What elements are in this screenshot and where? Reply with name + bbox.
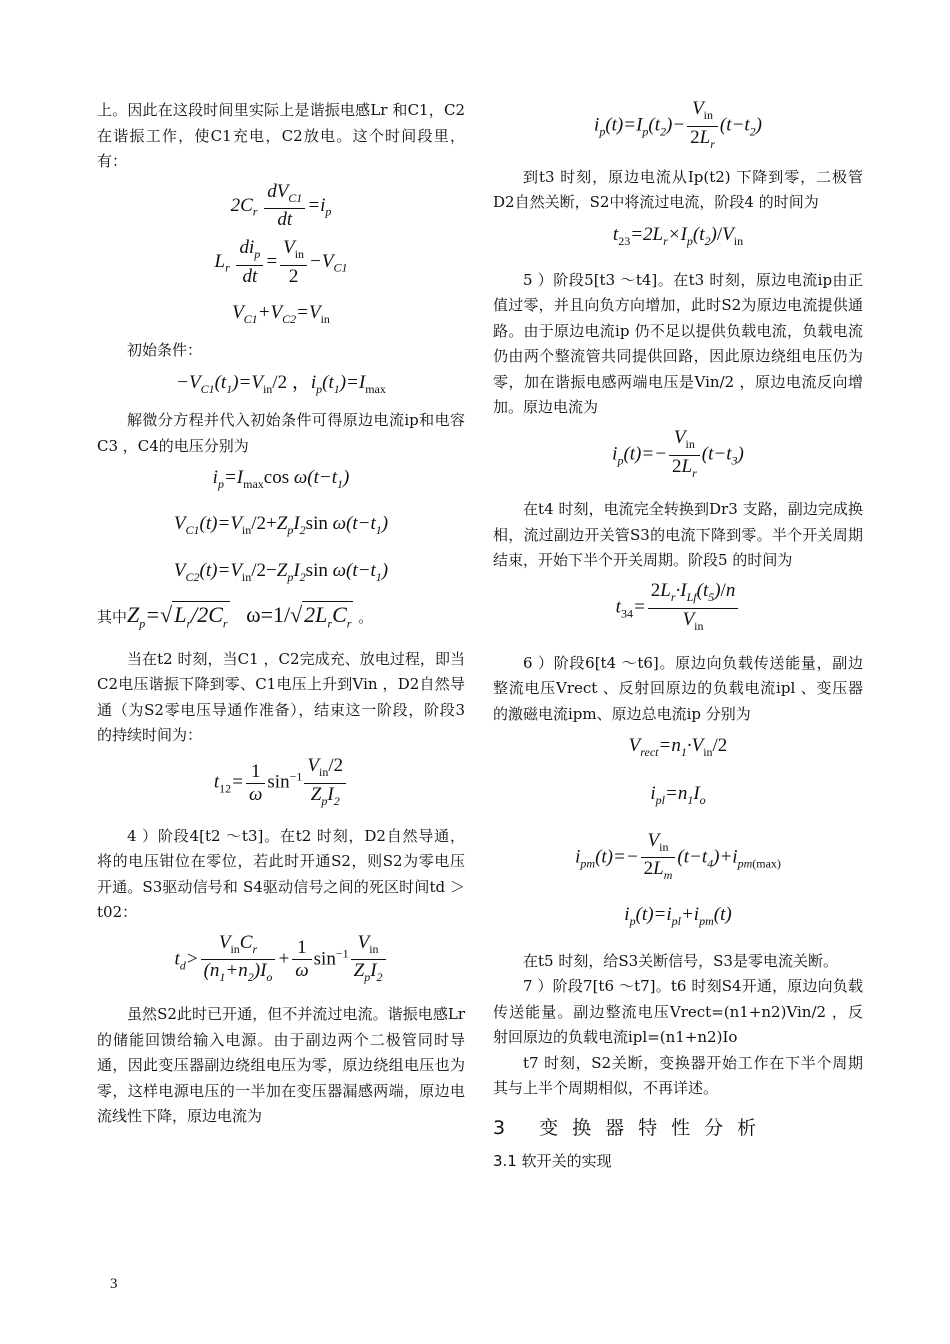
right-paragraph-5: 在t5 时刻，给S3关断信号，S3是零电流关断。	[523, 951, 838, 970]
section-heading: 3 变换器特性分析	[493, 1116, 771, 1139]
right-column	[493, 98, 863, 1181]
right-paragraph-3: 在t4 时刻，电流完全转换到Dr3 支路，副边完成换相，流过副边开关管S3的电流下降到零。半个开关周期结束，开始下半个开关周期。阶段5 的时间为	[493, 500, 863, 570]
zp-definition: 其中$Z_p=√L_r/2C_r$ $\omega=1/√2L_rC_r$ 。	[97, 602, 374, 631]
equation-t23: $t_{23}=2L_r\times I_p(t_2)/V_{in}$	[612, 223, 744, 248]
equation-ip-total: $i_p(t)=i_{pl}+i_{pm}(t)$	[624, 904, 732, 929]
page-number: 3	[110, 1276, 118, 1292]
equation-ip-reverse: $i_p(t)=-$ $\frac{V_{in}}{2L_r}$ $(t-t_3)$	[612, 426, 744, 480]
left-column	[97, 98, 465, 1130]
equation-inductor-voltage: $L_r$ $\frac{di_p}{dt}$ = $\frac{V_{in}}{2}$ $-V_{C1}$	[214, 237, 348, 288]
equation-ip: $i_p=I_{max}\cos$ $\omega(t-t_1)$	[212, 467, 350, 491]
right-paragraph-6: 7 ）阶段7[t6 ～t7]。t6 时刻S4开通，原边向负载传送能量。副边整流电压Vrect=(n1+n2)Vin/2 ，反射回原边的负载电流ipl=(n1+n2)Io	[493, 977, 863, 1047]
right-paragraph-1: 到t3 时刻，原边电流从Ip(t2) 下降到零，二极管D2自然关断，S2中将流过电流，阶段4 的时间为	[493, 167, 863, 212]
equation-voltage-sum: $V_{C1}+V_{C2}=V_{in}$	[232, 302, 330, 326]
left-paragraph-4: 4 ）阶段4[t2 ～t3]。在t2 时刻，D2自然导通，将的电压钳位在零位，若此时开通S2，则S2为零电压开通。S3驱动信号和 S4驱动信号之间的死区时间td ＞t02：	[97, 826, 465, 922]
equation-initial-conditions: $-V_{C1}(t_1)=V_{in}/2$ ，$i_p(t_1)=I_{max}$	[176, 371, 386, 396]
left-paragraph-1: 上。因此在这段时间里实际上是谐振电感Lr 和C1，C2在谐振工作，使C1充电，C2放电。这个时间段里，有：	[97, 101, 465, 170]
equation-t12: $t_{12}=$ $\frac{1}{\omega}$ $\sin^{-1}$ $\frac{V_{in}/2}{Z_pI_2}$	[97, 755, 465, 812]
equation-vrect: $V_{rect}=n_1\cdot V_{in}/2$	[628, 735, 728, 759]
right-paragraph-2: 5 ）阶段5[t3 ～t4]。在t3 时刻，原边电流ip由正值过零，并且向负方向增加，此时S2为原边电流提供通路。由于原边电流ip 仍不足以提供负载电流，负载电流仍由两个整流管共同提供回路，因此原边绕组电压仍为零，加在谐振电感两端电压是Vin/2 ，原边电流反向增加。原边电流为	[493, 270, 863, 417]
equation-capacitor-current: $2C_r$ $\frac{dV_{C1}}{dt}$ $=i_p$	[230, 180, 332, 231]
initial-conditions-label: 初始条件：	[127, 341, 203, 360]
equation-vc2: $V_{C2}(t)=V_{in}/2-Z_pI_2\sin$ $\omega(t-t_1)$	[173, 559, 389, 584]
right-paragraph-7: t7 时刻，S2关断，变换器开始工作在下半个周期其与上半个周期相似，不再详述。	[493, 1053, 863, 1098]
equation-ipm: $i_{pm}(t)=-$ $\frac{V_{in}}{2L_m}$ $(t-t_4)+i_{pm(max)}$	[575, 829, 781, 883]
subsection-heading: 3.1 软开关的实现	[493, 1152, 612, 1171]
equation-dead-time: $t_d>$ $\frac{V_{in}C_r}{(n_1+n_2)I_o}$ + $\frac{1}{\omega}$ $\sin^{-1}$ $\frac{V_{in}}{Z_pI_2}$	[97, 932, 465, 989]
left-paragraph-5: 虽然S2此时已开通，但不并流过电流。谐振电感Lr 的储能回馈给输入电源。由于副边两个二极管同时导通，因此变压器副边绕组电压为零，原边绕组电压也为零，这样电源电压的一半加在变压器漏感两端，原边电流线性下降，原边电流为	[97, 1005, 465, 1126]
equation-ip-linear: $i_p(t)=I_p(t_2)-$ $\frac{V_{in}}{2L_r}$ $(t-t_2)$	[594, 98, 762, 151]
equation-t34: $t_{34}=$ $\frac{2L_r\cdot I_{Lf}(t_5)/n}{V_{in}}$	[493, 580, 863, 637]
left-paragraph-3: 当在t2 时刻，当C1 ，C2完成充、放电过程，即当C2电压谐振下降到零、C1电压上升到Vin ，D2自然导通（为S2零电压导通作准备），结束这一阶段，阶段3 的持续时间为：	[97, 649, 465, 745]
right-paragraph-4: 6 ）阶段6[t4 ～t6]。原边向负载传送能量，副边整流电压Vrect 、反射回原边的负载电流ipl 、变压器的激磁电流ipm、原边总电流ip 分别为	[493, 653, 863, 723]
equation-vc1: $V_{C1}(t)=V_{in}/2+Z_pI_2\sin$ $\omega(t-t_1)$	[173, 513, 389, 538]
equation-ipl: $i_{pl}=n_1I_o$	[650, 783, 706, 808]
left-paragraph-2: 解微分方程并代入初始条件可得原边电流ip和电容C3 ，C4的电压分别为	[97, 411, 465, 455]
